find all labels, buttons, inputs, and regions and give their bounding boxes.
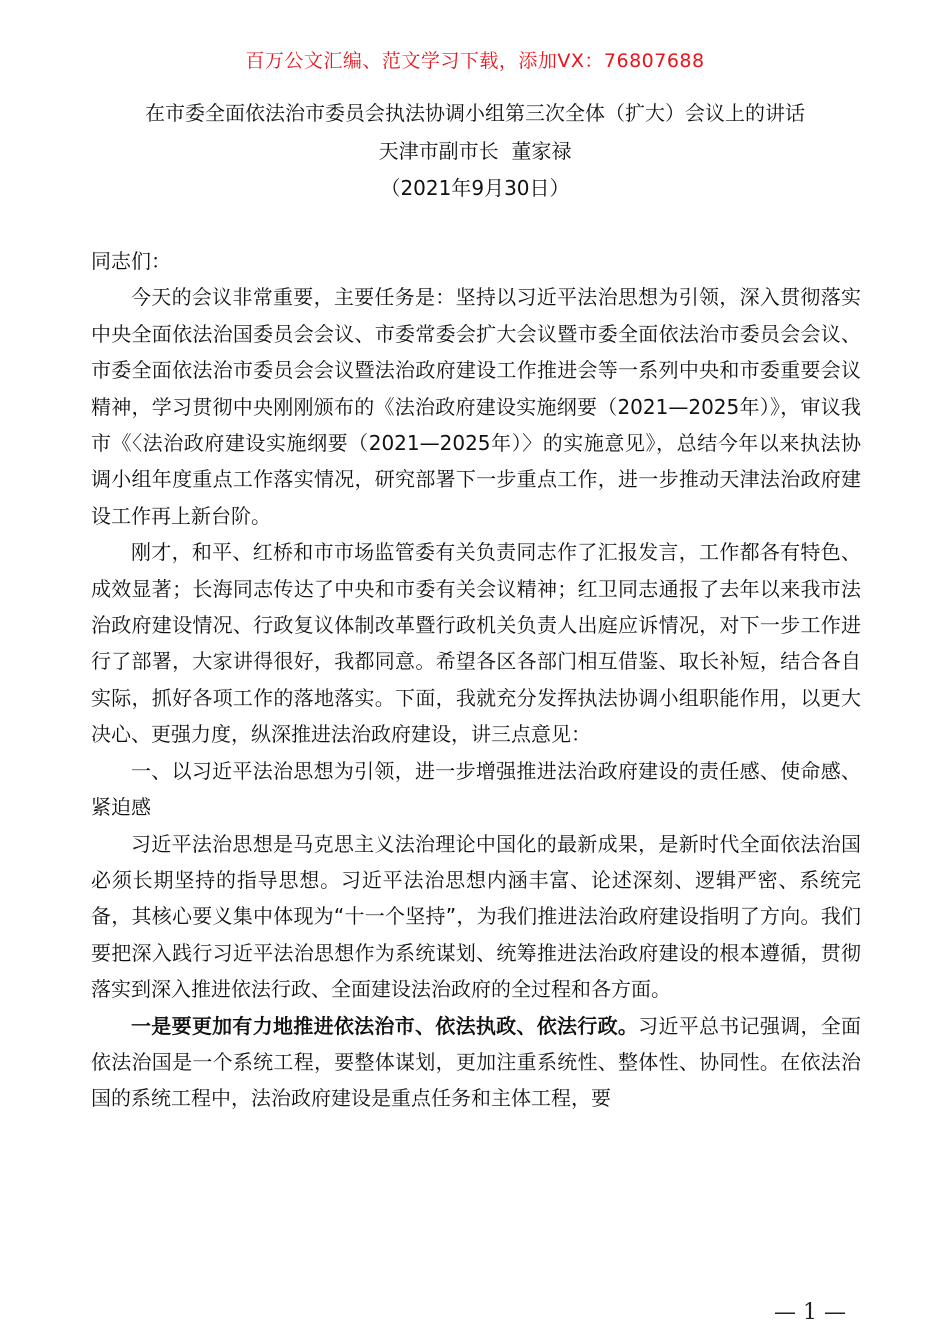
salutation: 同志们：	[91, 249, 171, 273]
section-heading-1: 一、以习近平法治思想为引领，进一步增强推进法治政府建设的责任感、使命感、紧迫感	[91, 758, 861, 820]
watermark-banner: 百万公文汇编、范文学习下载，添加VX：76807688	[245, 50, 705, 72]
paragraph-4	[91, 1008, 861, 1117]
paragraph-4-lead: 一是要更加有力地推进依法治市、依法执政、依法行政。	[131, 1013, 639, 1038]
paragraph-4-text: 习近平总书记强调，全面依法治国是一个系统工程，要整体谋划，更加注重系统性、整体性、协同性。在依法治国的系统工程中，法治政府建设是重点任务和主体工程，要	[91, 1013, 862, 1111]
paragraph-3: 习近平法治思想是马克思主义法治理论中国化的最新成果，是新时代全面依法治国必须长期坚持的指导思想。习近平法治思想内涵丰富、论述深刻、逻辑严密、系统完备，其核心要义集中体现为“十一个坚持”，为我们推进法治政府建设指明了方向。我们要把深入践行习近平法治思想作为系统谋划、统筹推进法治政府建设的根本遵循，贯彻落实到深入推进依法行政、全面建设法治政府的全过程和各方面。	[91, 831, 861, 1002]
document-body	[91, 243, 861, 1117]
speech-title: 在市委全面依法治市委员会执法协调小组第三次全体（扩大）会议上的讲话	[145, 101, 805, 125]
speaker-line: 天津市副市长 董家禄	[378, 139, 572, 163]
page-number: — 1 —	[774, 1300, 846, 1325]
speech-date: （2021年9月30日）	[380, 176, 570, 200]
paragraph-2: 刚才，和平、红桥和市市场监管委有关负责同志作了汇报发言，工作都各有特色、成效显著；长海同志传达了中央和市委有关会议精神；红卫同志通报了去年以来我市法治政府建设情况、行政复议体制改革暨行政机关负责人出庭应诉情况，对下一步工作进行了部署，大家讲得很好，我都同意。希望各区各部门相互借鉴、取长补短，结合各自实际，抓好各项工作的落地落实。下面，我就充分发挥执法协调小组职能作用，以更大决心、更强力度，纵深推进法治政府建设，讲三点意见：	[91, 540, 861, 747]
paragraph-1: 今天的会议非常重要，主要任务是：坚持以习近平法治思想为引领，深入贯彻落实中央全面依法治国委员会会议、市委常委会扩大会议暨市委全面依法治市委员会会议、市委全面依法治市委员会会议暨法治政府建设工作推进会等一系列中央和市委重要会议精神，学习贯彻中央刚刚颁布的《法治政府建设实施纲要（2021—2025年）》，审议我市《〈法治政府建设实施纲要（2021—2025年）〉的实施意见》，总结今年以来执法协调小组年度重点工作落实情况，研究部署下一步重点工作，进一步推动天津法治政府建设工作再上新台阶。	[91, 285, 861, 528]
